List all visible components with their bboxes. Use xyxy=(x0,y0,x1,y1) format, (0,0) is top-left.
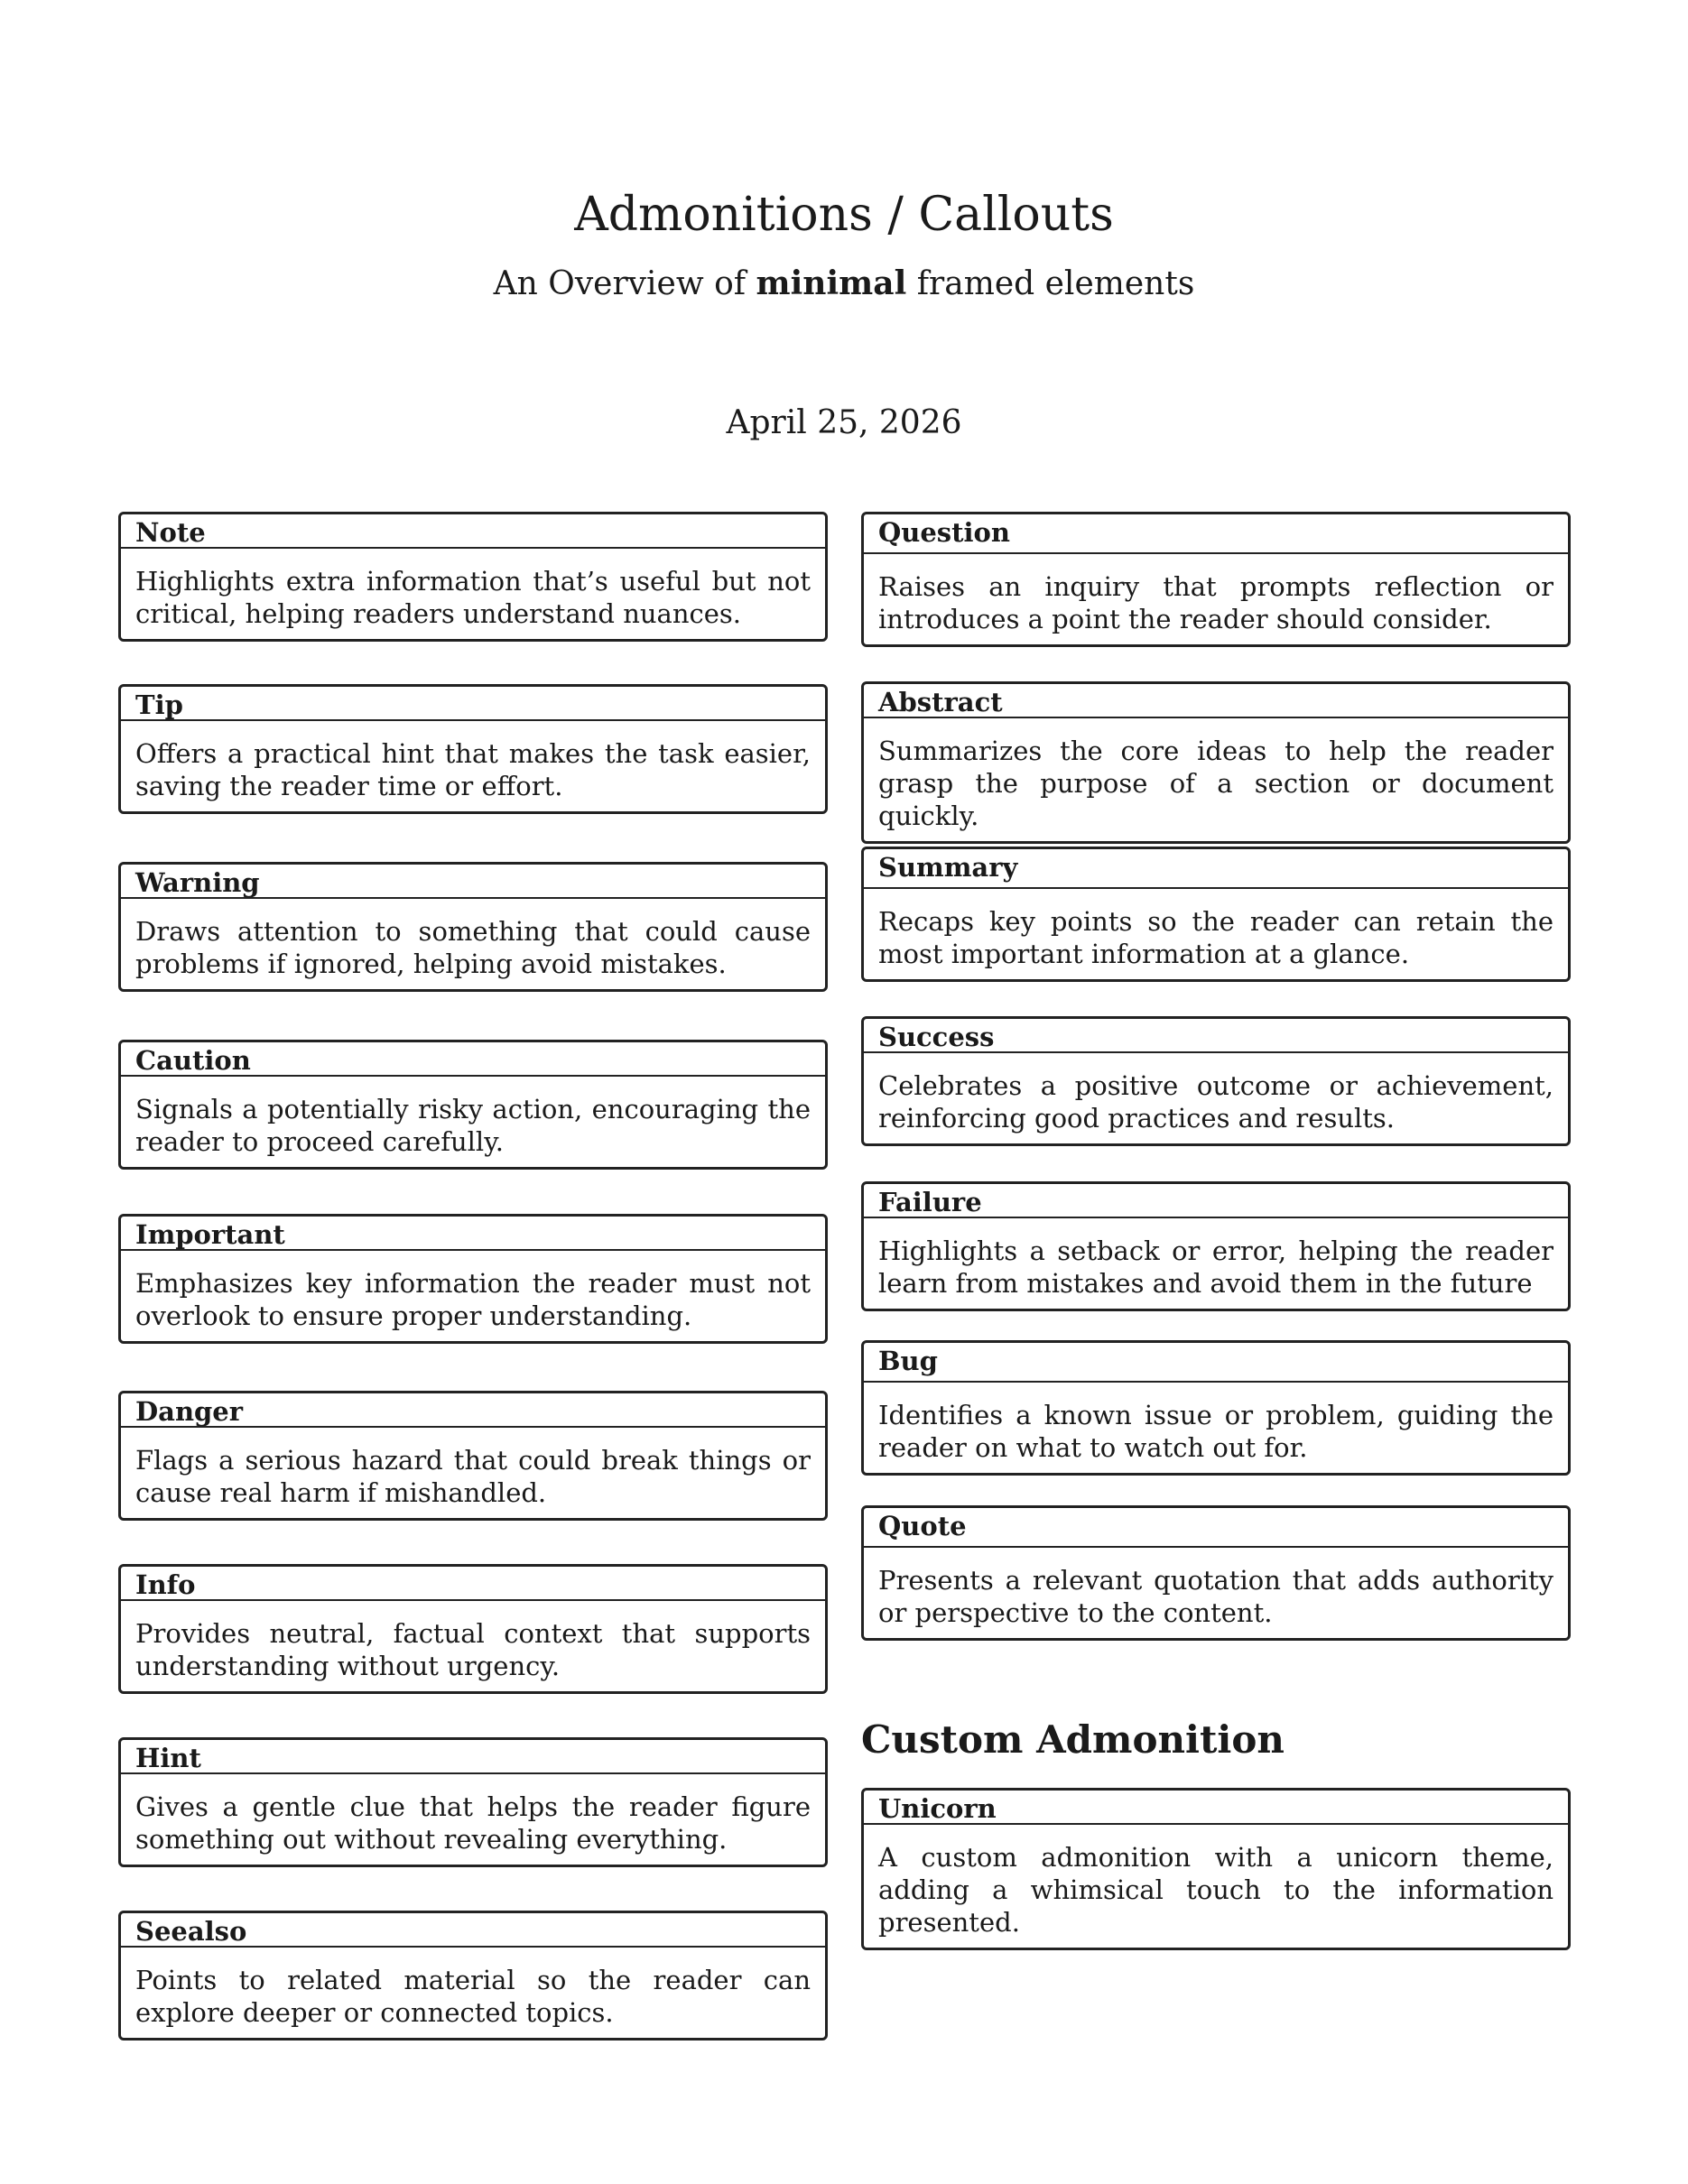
subtitle-pre: An Overview of xyxy=(493,265,756,302)
admonition-text: A custom admonition with a unicorn theme, adding a whimsical touch to the information presented. xyxy=(878,1842,1554,1938)
admonition-title: Warning xyxy=(121,865,825,899)
admonition-title: Bug xyxy=(864,1343,1568,1383)
admonition-title: Hint xyxy=(121,1740,825,1774)
admonition-text: Celebrates a positive outcome or achievement, reinforcing good practices and results. xyxy=(878,1070,1554,1134)
admonition-title: Quote xyxy=(864,1508,1568,1548)
admonition-title: Question xyxy=(864,514,1568,554)
admonition-danger xyxy=(118,1391,828,1521)
admonition-note xyxy=(118,512,828,642)
admonition-title: Failure xyxy=(864,1184,1568,1218)
admonition-title: Success xyxy=(864,1019,1568,1053)
admonition-text: Provides neutral, factual context that supports understanding without urgency. xyxy=(135,1618,811,1681)
admonition-text: Presents a relevant quotation that adds authority or perspective to the content. xyxy=(878,1565,1554,1628)
admonition-title: Note xyxy=(121,514,825,549)
admonition-text: Identifies a known issue or problem, guiding the reader on what to watch out for. xyxy=(878,1400,1554,1463)
admonition-title: Abstract xyxy=(864,684,1568,718)
admonition-quote xyxy=(861,1505,1571,1641)
page-title: Admonitions / Callouts xyxy=(574,188,1114,242)
admonition-title: Important xyxy=(121,1217,825,1251)
admonition-question xyxy=(861,512,1571,647)
admonition-text: Offers a practical hint that makes the task easier, saving the reader time or effort. xyxy=(135,738,811,801)
custom-section-heading: Custom Admonition xyxy=(861,1717,1285,1762)
admonition-tip xyxy=(118,684,828,814)
admonition-text: Signals a potentially risky action, encouraging the reader to proceed carefully. xyxy=(135,1094,811,1157)
page-subtitle xyxy=(0,263,1688,305)
admonition-text: Draws attention to something that could cause problems if ignored, helping avoid mistakes. xyxy=(135,916,811,979)
admonition-title: Caution xyxy=(121,1042,825,1077)
admonition-title: Danger xyxy=(121,1393,825,1428)
admonition-title: Info xyxy=(121,1567,825,1601)
admonition-text: Flags a serious hazard that could break things or cause real harm if mishandled. xyxy=(135,1445,811,1508)
admonition-info xyxy=(118,1564,828,1694)
admonition-unicorn xyxy=(861,1788,1571,1950)
admonition-text: Raises an inquiry that prompts reflection or introduces a point the reader should consider. xyxy=(878,571,1554,634)
subtitle-post: framed elements xyxy=(906,265,1195,302)
admonition-hint xyxy=(118,1737,828,1867)
admonition-text: Recaps key points so the reader can retain the most important information at a glance. xyxy=(878,906,1554,969)
admonition-important xyxy=(118,1214,828,1344)
admonition-text: Summarizes the core ideas to help the reader grasp the purpose of a section or document quickly. xyxy=(878,736,1554,831)
admonition-title: Seealso xyxy=(121,1913,825,1948)
admonition-summary xyxy=(861,847,1571,982)
admonition-seealso xyxy=(118,1911,828,2041)
admonition-warning xyxy=(118,862,828,992)
admonition-text: Gives a gentle clue that helps the reader figure something out without revealing everything. xyxy=(135,1791,811,1855)
page-date: April 25, 2026 xyxy=(726,404,962,441)
admonition-text: Highlights a setback or error, helping the reader learn from mistakes and avoid them in the future xyxy=(878,1235,1554,1299)
admonition-bug xyxy=(861,1340,1571,1476)
admonition-title: Summary xyxy=(864,849,1568,889)
admonition-text: Highlights extra information that’s useful but not critical, helping readers understand nuances. xyxy=(135,566,811,629)
admonition-success xyxy=(861,1016,1571,1146)
admonition-abstract xyxy=(861,681,1571,844)
subtitle-bold: minimal xyxy=(756,264,907,302)
admonition-title: Tip xyxy=(121,687,825,721)
admonition-title: Unicorn xyxy=(864,1791,1568,1825)
admonition-caution xyxy=(118,1040,828,1170)
admonition-text: Emphasizes key information the reader must not overlook to ensure proper understanding. xyxy=(135,1268,811,1331)
admonition-failure xyxy=(861,1181,1571,1311)
admonition-text: Points to related material so the reader can explore deeper or connected topics. xyxy=(135,1965,811,2028)
